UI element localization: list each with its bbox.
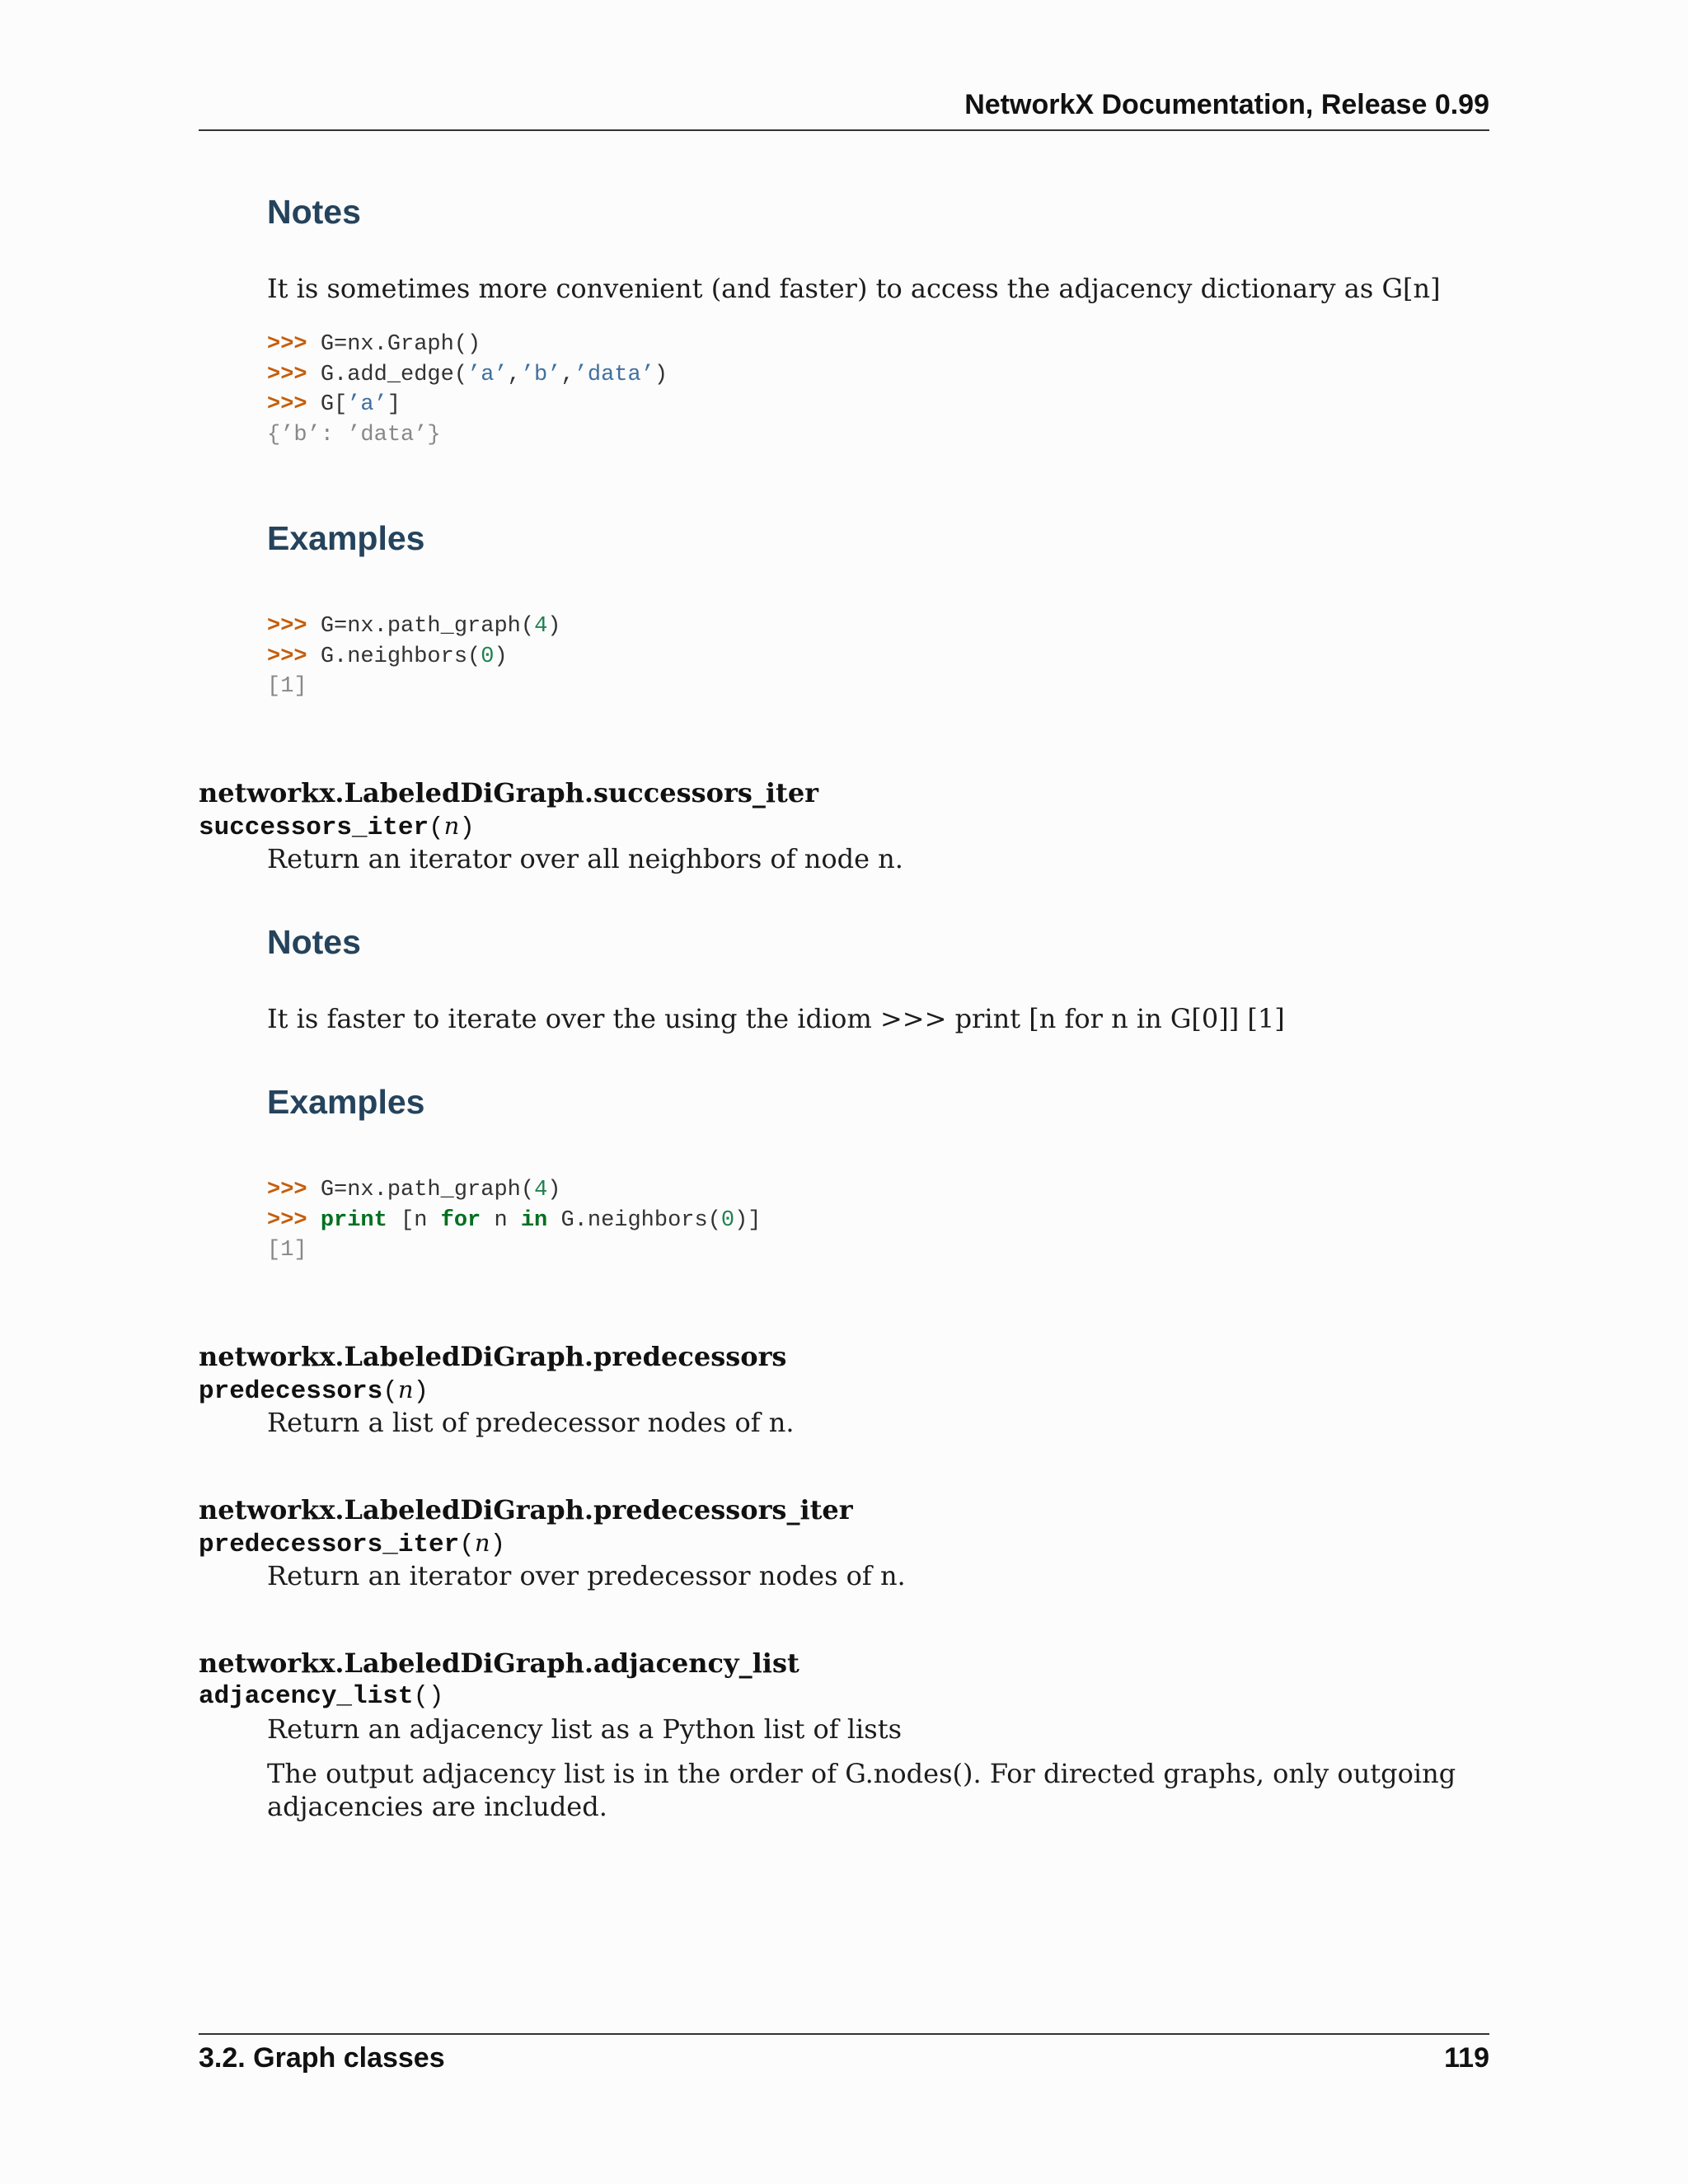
- predecessors-fqname: networkx.LabeledDiGraph.predecessors: [199, 1341, 787, 1372]
- code-line: >>> G=nx.path_graph(4): [267, 1178, 561, 1202]
- code-line: >>> G=nx.path_graph(4): [267, 614, 561, 639]
- examples-heading: Examples: [267, 1083, 425, 1121]
- code-line: >>> G=nx.Graph(): [267, 332, 481, 357]
- examples-code-block: [267, 612, 560, 702]
- predecessors-description: Return a list of predecessor nodes of n.: [267, 1407, 795, 1438]
- page-number: 119: [1444, 2042, 1489, 2074]
- notes-text: It is sometimes more convenient (and faster) to access the adjacency dictionary as G[n]: [267, 273, 1441, 304]
- notes-heading: Notes: [267, 193, 361, 231]
- code-output: {’b’: ’data’}: [267, 422, 441, 448]
- code-line: >>> print [n for n in G.neighbors(0)]: [267, 1207, 762, 1233]
- adjacency-list-signature: adjacency_list(): [199, 1682, 444, 1711]
- successors-iter-description: Return an iterator over all neighbors of node n.: [267, 843, 903, 874]
- adjacency-list-fqname: networkx.LabeledDiGraph.adjacency_list: [199, 1647, 799, 1679]
- code-line: >>> G.add_edge(’a’,’b’,’data’): [267, 362, 668, 387]
- footer-section: 3.2. Graph classes: [199, 2042, 445, 2074]
- notes-text: It is faster to iterate over the using the idiom >>> print [n for n in G[0]] [1]: [267, 1003, 1285, 1034]
- header-rule: [199, 129, 1489, 131]
- running-header: NetworkX Documentation, Release 0.99: [964, 89, 1489, 120]
- predecessors-iter-fqname: networkx.LabeledDiGraph.predecessors_iter: [199, 1494, 853, 1526]
- successors-iter-fqname: networkx.LabeledDiGraph.successors_iter: [199, 777, 819, 808]
- successors-iter-signature: successors_iter(n): [199, 812, 475, 842]
- notes-heading: Notes: [267, 923, 361, 961]
- running-footer: [199, 2042, 1489, 2074]
- predecessors-signature: predecessors(n): [199, 1376, 429, 1406]
- predecessors-iter-description: Return an iterator over predecessor nodes of n.: [267, 1560, 906, 1591]
- code-output: [1]: [267, 674, 307, 699]
- code-line: >>> G[’a’]: [267, 392, 401, 417]
- footer-rule: [199, 2033, 1489, 2035]
- code-line: >>> G.neighbors(0): [267, 644, 508, 669]
- examples-heading: Examples: [267, 519, 425, 557]
- adjacency-list-detail: The output adjacency list is in the order of G.nodes(). For directed graphs, only outgoing adjacencies are included.: [267, 1758, 1456, 1822]
- adjacency-list-description: Return an adjacency list as a Python list of lists: [267, 1713, 902, 1745]
- predecessors-iter-signature: predecessors_iter(n): [199, 1529, 506, 1559]
- code-output: [1]: [267, 1238, 307, 1263]
- examples-code-block: [267, 1175, 762, 1266]
- notes-code-block: [267, 330, 668, 450]
